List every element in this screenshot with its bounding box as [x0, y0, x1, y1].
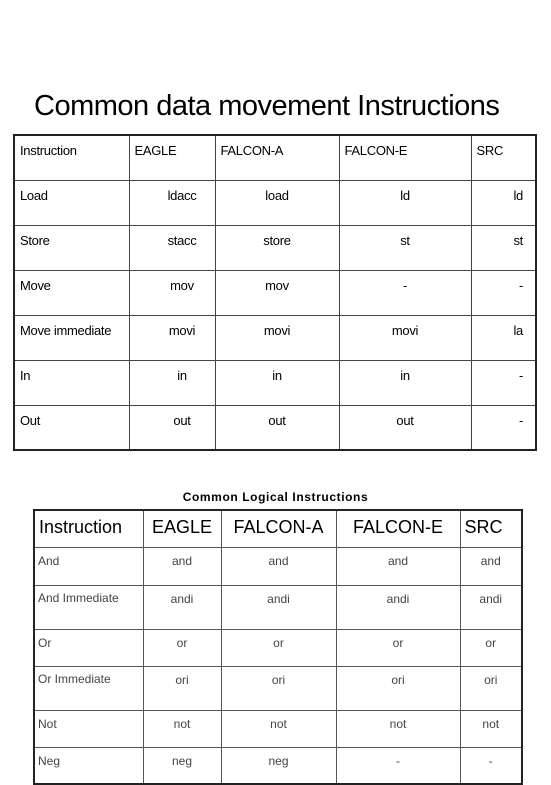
table-cell: Out	[14, 405, 129, 450]
table-cell: And Immediate	[34, 585, 143, 629]
header-cell: FALCON-A	[215, 135, 339, 180]
table-row	[14, 180, 536, 225]
table-cell: neg	[143, 747, 221, 784]
header-cell: EAGLE	[129, 135, 215, 180]
header-cell: FALCON-E	[339, 135, 471, 180]
page-title: Common data movement Instructions	[34, 90, 500, 122]
table-cell: not	[143, 710, 221, 747]
table-cell: movi	[215, 315, 339, 360]
table-cell: ori	[221, 666, 336, 710]
table-header-row	[34, 510, 522, 547]
table-cell: stacc	[129, 225, 215, 270]
table-cell: Move immediate	[14, 315, 129, 360]
data-movement-table	[13, 134, 537, 451]
table-cell: Store	[14, 225, 129, 270]
table-cell: in	[129, 360, 215, 405]
table-cell: ldacc	[129, 180, 215, 225]
table-cell: or	[336, 629, 460, 666]
table-cell: Move	[14, 270, 129, 315]
table-row	[14, 315, 536, 360]
table-cell: not	[460, 710, 522, 747]
table-cell: -	[460, 747, 522, 784]
table-cell: not	[336, 710, 460, 747]
header-cell: SRC	[471, 135, 536, 180]
table-cell: movi	[339, 315, 471, 360]
table-cell: la	[471, 315, 536, 360]
table-cell: in	[215, 360, 339, 405]
table-cell: load	[215, 180, 339, 225]
table-cell: Load	[14, 180, 129, 225]
table-cell: ori	[143, 666, 221, 710]
table-cell: -	[339, 270, 471, 315]
table-cell: -	[471, 270, 536, 315]
table-cell: Or Immediate	[34, 666, 143, 710]
section-title-text: Common Logical Instructions	[182, 490, 369, 504]
header-cell: FALCON-E	[336, 510, 460, 547]
table-cell: st	[471, 225, 536, 270]
table-row	[14, 225, 536, 270]
table-row	[34, 747, 522, 784]
header-cell: Instruction	[14, 135, 129, 180]
table-cell: ld	[339, 180, 471, 225]
table-cell: -	[471, 405, 536, 450]
table-cell: neg	[221, 747, 336, 784]
table-cell: andi	[143, 585, 221, 629]
table-cell: in	[339, 360, 471, 405]
table-cell: -	[336, 747, 460, 784]
section-title	[0, 490, 551, 504]
table-row	[34, 666, 522, 710]
table-cell: and	[460, 547, 522, 585]
table-cell: andi	[336, 585, 460, 629]
table-cell: or	[460, 629, 522, 666]
table-cell: or	[221, 629, 336, 666]
table-cell: mov	[215, 270, 339, 315]
table-cell: ori	[460, 666, 522, 710]
table-cell: -	[471, 360, 536, 405]
header-cell: EAGLE	[143, 510, 221, 547]
table-cell: And	[34, 547, 143, 585]
table-row	[34, 585, 522, 629]
table-cell: store	[215, 225, 339, 270]
table-cell: out	[129, 405, 215, 450]
table-cell: and	[143, 547, 221, 585]
table-cell: out	[339, 405, 471, 450]
table-cell: mov	[129, 270, 215, 315]
logical-instructions-table	[33, 509, 523, 785]
table-cell: Neg	[34, 747, 143, 784]
table-cell: or	[143, 629, 221, 666]
table-cell: In	[14, 360, 129, 405]
table-cell: and	[336, 547, 460, 585]
table-cell: andi	[221, 585, 336, 629]
header-cell: FALCON-A	[221, 510, 336, 547]
table-row	[14, 270, 536, 315]
table-cell: Not	[34, 710, 143, 747]
table-header-row	[14, 135, 536, 180]
table-cell: not	[221, 710, 336, 747]
table-cell: movi	[129, 315, 215, 360]
table-cell: ori	[336, 666, 460, 710]
table-cell: ld	[471, 180, 536, 225]
table-row	[14, 405, 536, 450]
header-cell: Instruction	[34, 510, 143, 547]
table-cell: andi	[460, 585, 522, 629]
table-row	[34, 547, 522, 585]
table-row	[34, 710, 522, 747]
table-row	[14, 360, 536, 405]
table-cell: out	[215, 405, 339, 450]
header-cell: SRC	[460, 510, 522, 547]
table-row	[34, 629, 522, 666]
table-cell: and	[221, 547, 336, 585]
table-cell: Or	[34, 629, 143, 666]
table-cell: st	[339, 225, 471, 270]
